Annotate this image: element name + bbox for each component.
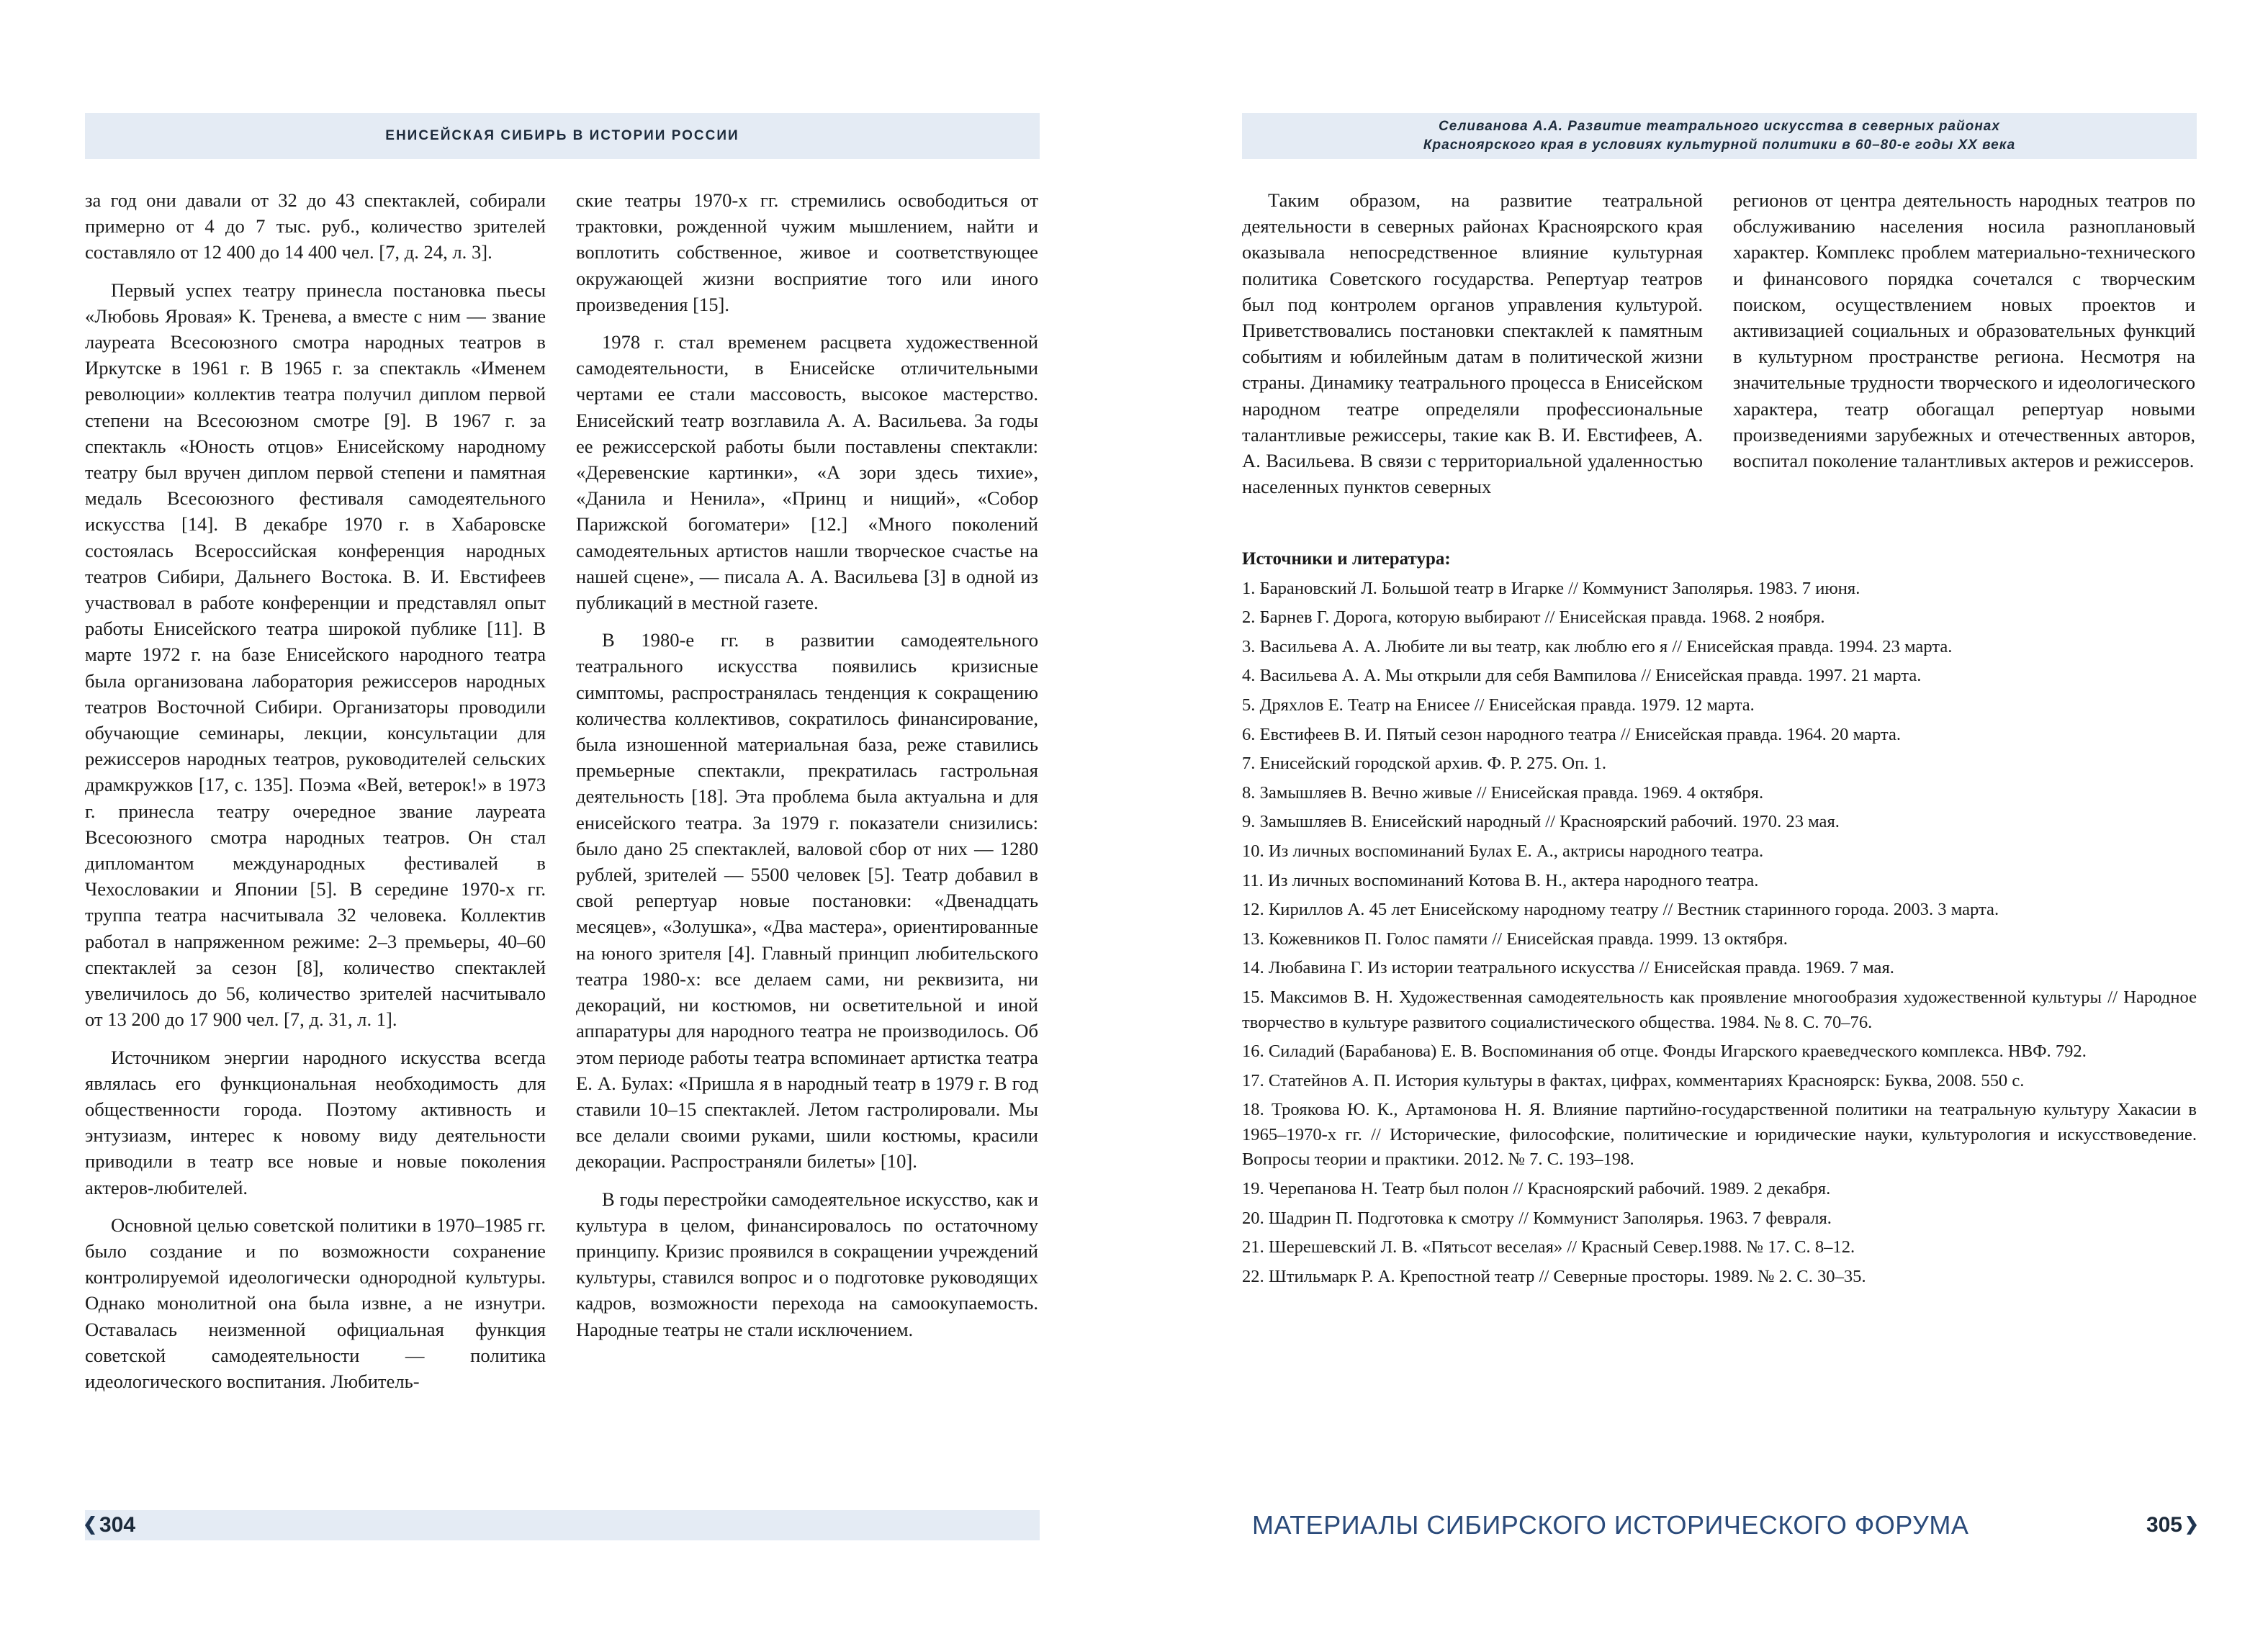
source-item: 18. Троякова Ю. К., Артамонова Н. Я. Влияние партийно-государственной политики на театральную культуру Хакасии в 1965–1970-х гг. // Исторические, философские, политические и юридические науки, культурология и искусствоведение. Вопросы теории и практики. 2012. № 7. С. 193–198. (1242, 1100, 2197, 1170)
paragraph: 1978 г. стал временем расцвета художественной самодеятельности, в Енисейске отличительными чертами ее стали массовость, высокое мастерство. Енисейский театр возглавила А. А. Васильева. За годы ее режиссерской работы были поставлены спектакли: «Деревенские картинки», «А зори здесь тихие», «Данила и Ненила», «Принц и нищий», «Собор Парижской богоматери» [12.] «Много поколений самодеятельных артистов нашли творческое счастье на нашей сцене», — писала А. А. Васильева [3] в одной из публикаций в местной газете. (576, 331, 1038, 614)
source-item: 2. Барнев Г. Дорога, которую выбирают // Енисейская правда. 1968. 2 ноября. (1242, 608, 1825, 628)
source-item: 13. Кожевников П. Голос памяти // Енисейская правда. 1999. 13 октября. (1242, 929, 1788, 949)
source-item: 8. Замышляев В. Вечно живые // Енисейская правда. 1969. 4 октября. (1242, 782, 1764, 803)
page-footer (1242, 1510, 2197, 1540)
page-footer (85, 1510, 1040, 1540)
right-page (1134, 0, 2268, 1644)
source-item: 21. Шерешевский Л. В. «Пятьсот веселая» // Красный Север.1988. № 17. С. 8–12. (1242, 1237, 1855, 1257)
paragraph: В 1980-е гг. в развитии самодеятельного театрального искусства появились кризисные симптомы, распространялась тенденция к сокращению количества коллективов, сократилось финансирование, была изношенной материальная база, реже ставились премьерные спектакли, прекратилась гастрольная деятельность [18]. Эта проблема была актуальна и для енисейского театра. За 1979 г. показатели снизились: было дано 25 спектаклей, валовой сбор от них — 1280 рублей, зрителей — 5500 человек [5]. Театр добавил в свой репертуар новые постановки: «Двенадцать месяцев», «Золушка», «Два мастера», ориентированные на юного зрителя [4]. Главный принцип любительского театра 1980-х: все делаем сами, ни реквизита, ни декораций, ни костюмов, ни осветительной и иной аппаратуры для народного театра не производилось. Об этом периоде работы театра вспоминает артистка театра Е. А. Булах: «Пришла я в народный театр в 1979 г. В год ставили 10–15 спектаклей. Летом гастролировали. Мы все делали своими руками, шили костюмы, красили декорации. Распространяли билеты» [10]. (576, 629, 1038, 1173)
paragraph: за год они давали от 32 до 43 спектаклей, собирали примерно от 4 до 7 тыс. руб., количество зрителей составляло от 12 400 до 14 400 чел. [7, д. 24, л. 3]. (85, 189, 546, 263)
paragraph: Таким образом, на развитие театральной деятельности в северных районах Красноярского края оказывала непосредственное влияние культурная политика Советского государства. Репертуар театров был под контролем органов управления культурой. Приветствовались постановки спектаклей к памятным событиям и юбилейным датам в политической жизни страны. Динамику театрального процесса в Енисейском народном театре определяли профессиональные талантливые режиссеры, такие как В. И. Евстифеев, А. А. Васильева. В связи с территориальной удаленностью населенных пунктов северных (1242, 189, 1703, 498)
page-number (85, 1513, 135, 1537)
running-header (85, 113, 1040, 159)
page-number-text: 304 (99, 1513, 136, 1537)
source-item: 10. Из личных воспоминаний Булах Е. А., актрисы народного театра. (1242, 841, 1764, 861)
source-item: 17. Статейнов А. П. История культуры в фактах, цифрах, комментариях Красноярск: Буква, 2008. 550 с. (1242, 1070, 2025, 1090)
left-column-1 (85, 187, 546, 1406)
paragraph: ские театры 1970-х гг. стремились освободиться от трактовки, рожденной чужим мышлением, найти и воплотить собственное, живое и соответствующее окружающей жизни восприятие того или иного произведения [15]. (576, 189, 1038, 315)
source-item: 11. Из личных воспоминаний Котова В. Н., актера народного театра. (1242, 870, 1759, 890)
right-column-1 (1242, 187, 1703, 511)
source-item: 3. Васильева А. А. Любите ли вы театр, как люблю его я // Енисейская правда. 1994. 23 марта. (1242, 636, 1953, 656)
source-item: 6. Евстифеев В. И. Пятый сезон народного театра // Енисейская правда. 1964. 20 марта. (1242, 724, 1902, 744)
paragraph: Первый успех театру принесла постановка пьесы «Любовь Яровая» К. Тренева, а вместе с ним — звание лауреата Всесоюзного смотра народных театров в Иркутске в 1961 г. В 1965 г. за спектакль «Именем революции» коллектив театра получил диплом первой степени на Всесоюзном смотре [9]. В 1967 г. за спектакль «Юность отцов» Енисейскому народному театру был вручен диплом первой степени и памятная медаль Всесоюзного фестиваля самодеятельного искусства [14]. В декабре 1970 г. в Хабаровске состоялась Всероссийская конференция народных театров Сибири, Дальнего Востока. В. И. Евстифеев участвовал в работе конференции и представлял опыт работы Енисейского театра широкой публике [11]. В марте 1972 г. на базе Енисейского народного театра была организована лаборатория режиссеров народных театров Восточной Сибири. Организаторы проводили обучающие семинары, лекции, консультации для режиссеров народных театров, руководителей сельских драмкружков [17, с. 135]. Поэма «Вей, ветерок!» в 1973 г. принесла театру очередное звание лауреата Всесоюзного смотра народных театров. Он стал дипломантом международных фестивалей в Чехословакии и Японии [5]. В середине 1970-х гг. труппа театра насчитывала 32 человека. Коллектив работал в напряженном режиме: 2–3 премьеры, 40–60 спектаклей за сезон [8], количество спектаклей увеличилось до 56, количество зрителей насчитывало от 13 200 до 17 900 чел. [7, д. 31, л. 1]. (85, 279, 546, 1031)
source-item: 19. Черепанова Н. Театр был полон // Красноярский рабочий. 1989. 2 декабря. (1242, 1179, 1831, 1199)
source-item: 5. Дряхлов Е. Театр на Енисее // Енисейская правда. 1979. 12 марта. (1242, 695, 1755, 715)
paragraph: Источником энергии народного искусства всегда являлась его функциональная необходимость для общественности города. Поэтому активность и энтузиазм, интерес к новому виду деятельности приводили в театр все новые и новые поколения актеров-любителей. (85, 1046, 546, 1198)
sources-title: Источники и литература: (1242, 549, 1451, 569)
paragraph: регионов от центра деятельность народных театров по обслуживанию населения носила разноплановый характер. Комплекс проблем материально-технического и финансового порядка сочетался с творческим поиском, осуществлением новых проектов и активизацией социальных и образовательных функций в культурном пространстве региона. Несмотря на значительные трудности творческого и идеологического характера, театр обогащал репертуар новыми произведениями зарубежных и отечественных авторов, воспитал поколение талантливых актеров и режиссеров. (1733, 189, 2195, 472)
source-item: 15. Максимов В. Н. Художественная самодеятельность как проявление многообразия художественной культуры // Народное творчество в культуре развитого социалистического общества. 1984. № 8. С. 70–76. (1242, 987, 2197, 1032)
source-item: 9. Замышляев В. Енисейский народный // Красноярский рабочий. 1970. 23 мая. (1242, 812, 1840, 832)
source-item: 7. Енисейский городской архив. Ф. Р. 275. Оп. 1. (1242, 754, 1607, 774)
running-header-text: ЕНИСЕЙСКАЯ СИБИРЬ В ИСТОРИИ РОССИИ (385, 128, 739, 143)
running-header-line-1: Селиванова А.А. Развитие театрального искусства в северных районах (1439, 119, 2000, 134)
source-item: 12. Кириллов А. 45 лет Енисейскому народному театру // Вестник старинного города. 2003. 3 марта. (1242, 900, 1999, 920)
chevron-right-icon (2187, 1516, 2197, 1535)
left-column-2 (576, 187, 1038, 1354)
right-column-2 (1733, 187, 2195, 485)
page-number-text: 305 (2146, 1513, 2182, 1537)
source-item: 22. Штильмарк Р. А. Крепостной театр // Северные просторы. 1989. № 2. С. 30–35. (1242, 1266, 1866, 1286)
running-header-line-2: Красноярского края в условиях культурной политики в 60–80-е годы XX века (1423, 137, 2016, 153)
source-item: 16. Силадий (Барабанова) Е. В. Воспоминания об отце. Фонды Игарского краеведческого комплекса. НВФ. 792. (1242, 1042, 2087, 1062)
running-header (1242, 113, 2197, 159)
source-item: 1. Барановский Л. Большой театр в Игарке // Коммунист Заполярья. 1983. 7 июня. (1242, 578, 1860, 598)
paragraph: В годы перестройки самодеятельное искусство, как и культура в целом, финансировалось по остаточному принципу. Кризис проявился в сокращении учреждений культуры, ставился вопрос и о подготовке руководящих кадров, возможности перехода на самоокупаемость. Народные театры не стали исключением. (576, 1188, 1038, 1340)
sources-list (1242, 547, 2197, 1293)
source-item: 4. Васильева А. А. Мы открыли для себя Вампилова // Енисейская правда. 1997. 21 марта. (1242, 666, 1922, 686)
source-item: 20. Шадрин П. Подготовка к смотру // Коммунист Заполярья. 1963. 7 февраля. (1242, 1208, 1832, 1228)
chevron-left-icon (85, 1516, 95, 1535)
page-number (2146, 1513, 2197, 1537)
sources-items (1242, 577, 2197, 1290)
forum-title: МАТЕРИАЛЫ СИБИРСКОГО ИСТОРИЧЕСКОГО ФОРУМА (1252, 1510, 1969, 1540)
source-item: 14. Любавина Г. Из истории театрального искусства // Енисейская правда. 1969. 7 мая. (1242, 958, 1894, 978)
paragraph: Основной целью советской политики в 1970–1985 гг. было создание и по возможности сохранение контролируемой идеологически однородной культуры. Однако монолитной она была извне, а не изнутри. Оставалась неизменной официальная функция советской самодеятельности — политика идеологического воспитания. Любитель- (85, 1214, 546, 1392)
